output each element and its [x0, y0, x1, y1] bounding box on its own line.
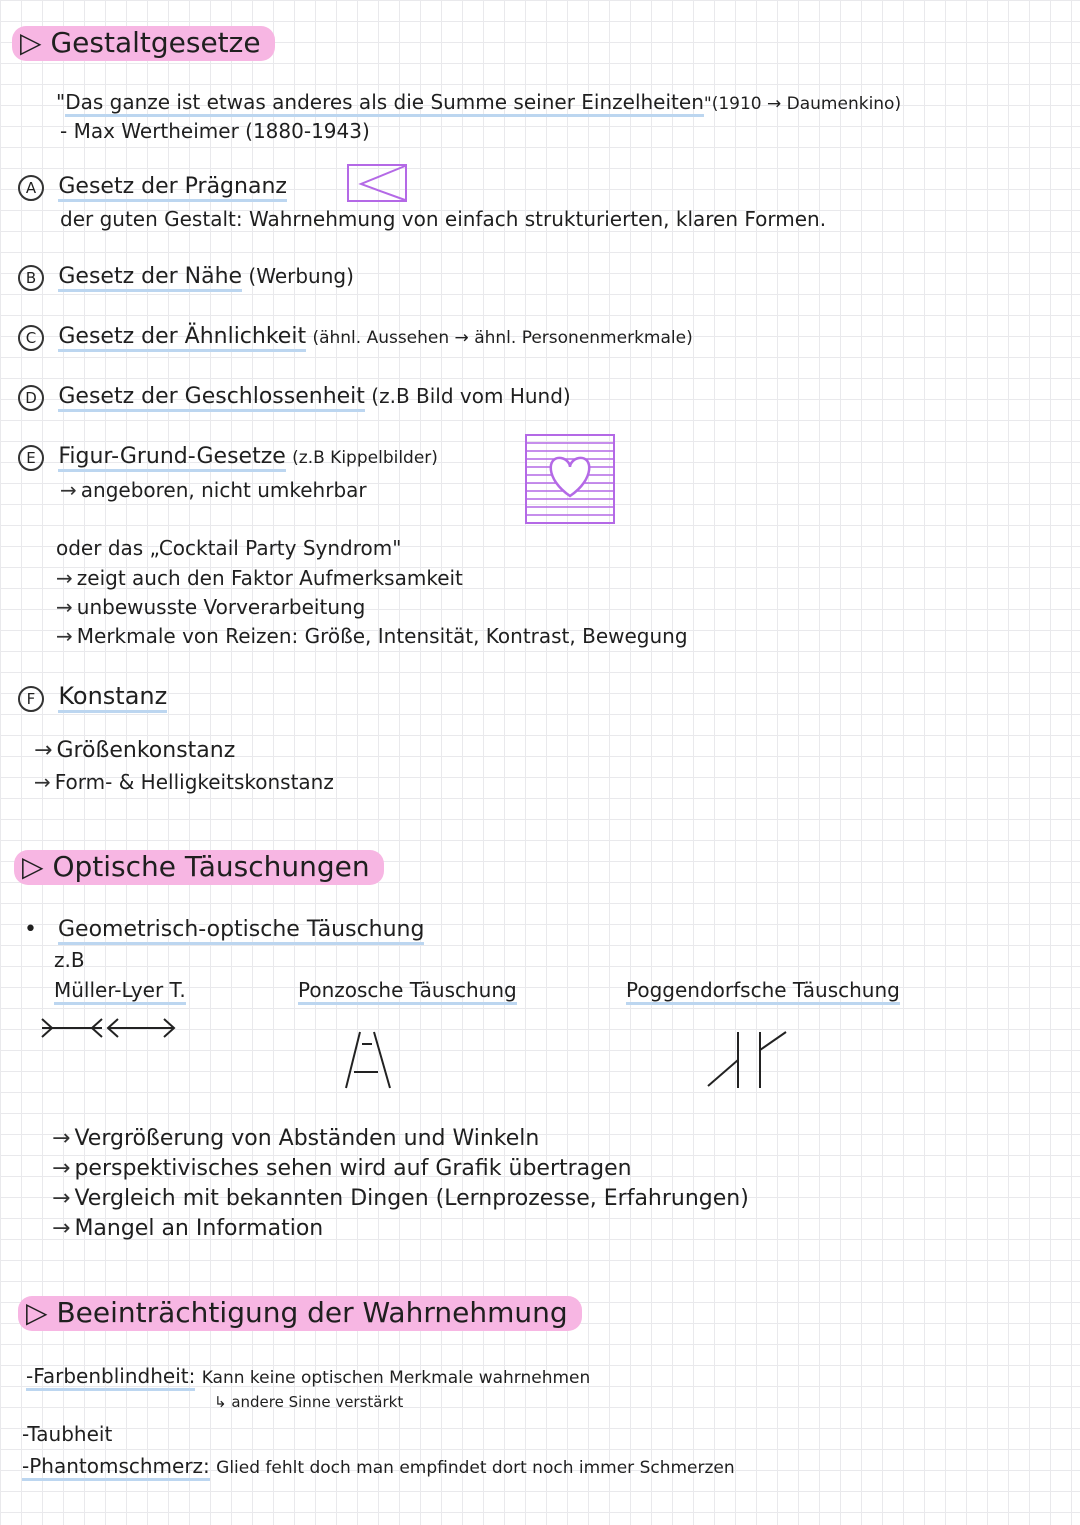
cocktail-point-1 — [56, 566, 463, 590]
cocktail-point-3 — [56, 624, 688, 648]
law-title-d: Gesetz der Geschlossenheit — [58, 384, 365, 412]
impairment-phantomschmerz — [22, 1454, 735, 1478]
law-letter-e: E — [18, 445, 44, 471]
law-title-f: Konstanz — [58, 682, 167, 713]
poggendorf-drawing-icon — [704, 1030, 790, 1090]
law-d — [18, 384, 571, 411]
example-poggendorf — [626, 978, 900, 1002]
law-letter-a: A — [18, 175, 44, 201]
mueller-lyer-drawing-icon — [40, 1015, 180, 1041]
cocktail-point-text: unbewusste Vorverarbeitung — [76, 595, 366, 619]
arrow-right-icon: → — [52, 1156, 71, 1181]
triangle-arrow-icon: ▷ — [20, 26, 42, 59]
figur-note-text: angeboren, nicht umkehrbar — [80, 478, 367, 502]
impairment-taubheit — [22, 1422, 112, 1446]
law-letter-b: B — [18, 265, 44, 291]
illusion-point-3 — [52, 1186, 749, 1211]
law-extra-d: (z.B Bild vom Hund) — [371, 384, 571, 408]
quote-mark: " — [56, 90, 66, 114]
illusion-bullet-text: Geometrisch-optische Täuschung — [58, 917, 424, 945]
illusion-point-text: perspektivisches sehen wird auf Grafik übertragen — [74, 1156, 632, 1181]
konstanz-point-text: Form- & Helligkeitskonstanz — [54, 770, 334, 794]
example-label: Ponzosche Täuschung — [298, 978, 517, 1005]
law-extra-b: (Werbung) — [248, 264, 354, 288]
illusion-point-text: Mangel an Information — [74, 1216, 324, 1241]
cocktail-point-text: Merkmale von Reizen: Größe, Intensität, Kontrast, Bewegung — [76, 624, 688, 648]
law-title-a: Gesetz der Prägnanz — [58, 174, 287, 202]
law-extra-c: (ähnl. Aussehen → ähnl. Personenmerkmale) — [312, 328, 693, 348]
arrow-right-icon: → — [56, 624, 73, 648]
law-a — [18, 174, 287, 201]
law-letter-f: F — [18, 686, 44, 712]
praegnanz-shape-icon — [347, 164, 409, 204]
illusion-point-text: Vergleich mit bekannten Dingen (Lernprozesse, Erfahrungen) — [74, 1186, 749, 1211]
quote-note: "(1910 → Daumenkino) — [703, 94, 902, 114]
arrow-right-icon: → — [52, 1186, 71, 1211]
konstanz-point-2 — [34, 770, 334, 794]
law-extra-e: (z.B Kippelbilder) — [292, 448, 438, 468]
arrow-right-icon: → — [34, 770, 51, 794]
quote-line — [56, 90, 901, 114]
konstanz-point-text: Größenkonstanz — [56, 738, 236, 763]
impairment-label: -Taubheit — [22, 1422, 113, 1446]
illusion-point-4 — [52, 1216, 323, 1241]
triangle-arrow-icon: ▷ — [22, 850, 44, 883]
cocktail-point-text: zeigt auch den Faktor Aufmerksamkeit — [76, 566, 463, 590]
example-label: Poggendorfsche Täuschung — [626, 978, 900, 1005]
ponzo-drawing-icon — [340, 1030, 396, 1090]
arrow-right-icon: → — [60, 478, 77, 502]
impairment-farbenblindheit — [26, 1364, 590, 1388]
section-title-text: Optische Täuschungen — [52, 850, 370, 883]
illusion-point-text: Vergrößerung von Abständen und Winkeln — [74, 1126, 540, 1151]
impairment-text: Kann keine optischen Merkmale wahrnehmen — [201, 1368, 591, 1388]
arrow-right-icon: → — [52, 1126, 71, 1151]
law-title-e: Figur-Grund-Gesetze — [58, 444, 285, 472]
heart-figure-ground-icon — [525, 434, 617, 526]
section-title-optische-taeuschungen — [14, 850, 384, 885]
arrow-right-icon: → — [52, 1216, 71, 1241]
example-label: Müller-Lyer T. — [54, 978, 186, 1005]
figur-note — [60, 478, 367, 502]
bullet-dot-icon: • — [24, 917, 37, 942]
law-f — [18, 682, 167, 712]
law-title-c: Gesetz der Ähnlichkeit — [58, 324, 306, 352]
konstanz-point-1 — [34, 738, 235, 763]
section-title-text: Beeinträchtigung der Wahrnehmung — [56, 1296, 568, 1329]
impairment-label: -Phantomschmerz: — [22, 1454, 210, 1481]
arrow-right-icon: → — [56, 595, 73, 619]
triangle-arrow-icon: ▷ — [26, 1296, 48, 1329]
cocktail-point-2 — [56, 595, 365, 619]
praegnanz-description: der guten Gestalt: Wahrnehmung von einfach strukturierten, klaren Formen. — [60, 207, 827, 231]
law-e — [18, 444, 438, 471]
law-letter-d: D — [18, 385, 44, 411]
impairment-text: Glied fehlt doch man empfindet dort noch immer Schmerzen — [216, 1458, 735, 1478]
quote-text: Das ganze ist etwas anderes als die Summe seiner Einzelheiten — [65, 90, 704, 117]
law-b — [18, 264, 354, 291]
impairment-label: -Farbenblindheit: — [26, 1364, 195, 1391]
impairment-subnote: ↳ andere Sinne verstärkt — [214, 1393, 404, 1411]
section-title-beeintraechtigung — [18, 1296, 582, 1331]
arrow-right-icon: → — [34, 738, 53, 763]
illusion-point-2 — [52, 1156, 632, 1181]
law-c — [18, 324, 693, 351]
law-letter-c: C — [18, 325, 44, 351]
illusion-point-1 — [52, 1126, 539, 1151]
arrow-right-icon: → — [56, 566, 73, 590]
section-title-text: Gestaltgesetze — [50, 26, 261, 59]
section-title-gestaltgesetze — [12, 26, 275, 61]
cocktail-title: oder das „Cocktail Party Syndrom" — [56, 536, 402, 560]
zb-label: z.B — [54, 948, 85, 972]
illusion-bullet — [24, 917, 424, 942]
quote-author: - Max Wertheimer (1880-1943) — [60, 119, 370, 143]
law-title-b: Gesetz der Nähe — [58, 264, 242, 292]
example-ponzo — [298, 978, 517, 1002]
example-mueller-lyer — [54, 978, 186, 1002]
